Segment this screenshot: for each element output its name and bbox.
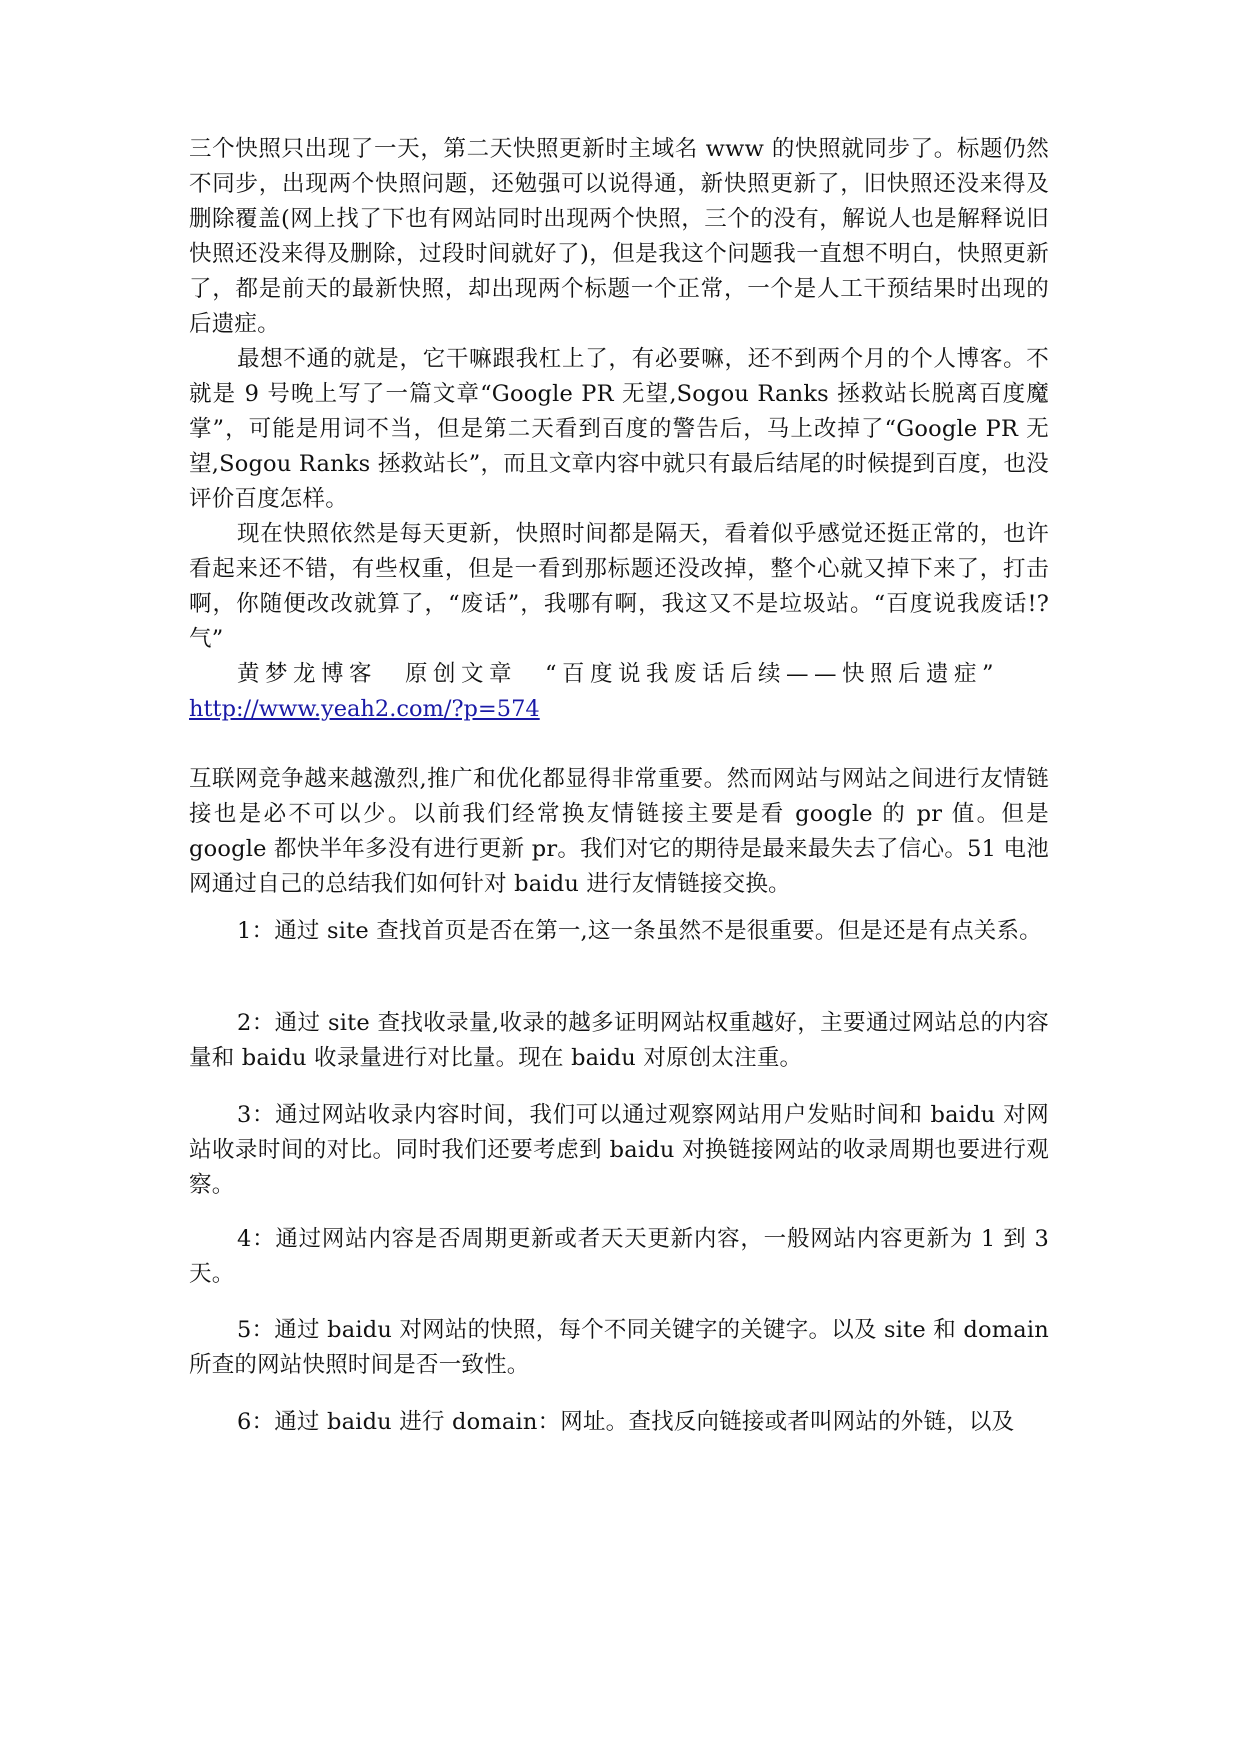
article-byline: 黄梦龙博客 原创文章 “百度说我废话后续——快照后遗症” <box>237 661 1000 687</box>
list-item-5-block <box>189 1313 1049 1383</box>
list-item: 1：通过 site 查找首页是否在第一,这一条虽然不是很重要。但是还是有点关系。 <box>237 918 1042 944</box>
article-1-paragraph-1: 三个快照只出现了一天，第二天快照更新时主域名 www 的快照就同步了。标题仍然不同步，出现两个快照问题，还勉强可以说得通，新快照更新了，旧快照还没来得及删除覆盖(网上找了下也有网站同时出现两个快照，三个的没有，解说人也是解释说旧快照还没来得及删除，过段时间就好了)，但是我这个问题我一直想不明白，快照更新了，都是前天的最新快照，却出现两个标题一个正常，一个是人工干预结果时出现的后遗症。 <box>189 136 1049 337</box>
list-item-3-block <box>189 1098 1049 1203</box>
article-1-block-2 <box>189 342 1049 517</box>
article-link[interactable]: http://www.yeah2.com/?p=574 <box>189 696 540 722</box>
list-item-6-block <box>189 1405 1049 1440</box>
article-2-intro-block <box>189 762 1049 902</box>
list-item-2-block <box>189 1006 1049 1076</box>
article-1-paragraph-3: 现在快照依然是每天更新，快照时间都是隔天，看着似乎感觉还挺正常的，也许看起来还不错，有些权重，但是一看到那标题还没改掉，整个心就又掉下来了，打击啊，你随便改改就算了，“废话”，我哪有啊，我这又不是垃圾站。“百度说我废话!?气” <box>189 521 1049 652</box>
article-1-block-3 <box>189 517 1049 657</box>
list-item: 2：通过 site 查找收录量,收录的越多证明网站权重越好，主要通过网站总的内容量和 baidu 收录量进行对比量。现在 baidu 对原创太注重。 <box>189 1010 1049 1071</box>
list-item: 4：通过网站内容是否周期更新或者天天更新内容，一般网站内容更新为 1 到 3 天。 <box>189 1226 1049 1287</box>
article-1-paragraph-2: 最想不通的就是，它干嘛跟我杠上了，有必要嘛，还不到两个月的个人博客。不就是 9 号晚上写了一篇文章“Google PR 无望,Sogou Ranks 拯救站长脱离百度魔掌”，可能是用词不当，但是第二天看到百度的警告后，马上改掉了“Google PR 无望,Sogou Ranks 拯救站长”，而且文章内容中就只有最后结尾的时候提到百度，也没评价百度怎样。 <box>189 346 1049 512</box>
list-item: 6：通过 baidu 进行 domain：网址。查找反向链接或者叫网站的外链，以及 <box>237 1409 1015 1435</box>
list-item-4-block <box>189 1222 1049 1292</box>
list-item: 3：通过网站收录内容时间，我们可以通过观察网站用户发贴时间和 baidu 对网站收录时间的对比。同时我们还要考虑到 baidu 对换链接网站的收录周期也要进行观察。 <box>189 1102 1049 1198</box>
article-1-attribution <box>189 657 1049 727</box>
list-item: 5：通过 baidu 对网站的快照，每个不同关键字的关键字。以及 site 和 domain 所查的网站快照时间是否一致性。 <box>189 1317 1049 1378</box>
article-1 <box>189 132 1049 342</box>
article-2-intro: 互联网竞争越来越激烈,推广和优化都显得非常重要。然而网站与网站之间进行友情链接也是必不可以少。以前我们经常换友情链接主要是看 google 的 pr 值。但是 google 都快半年多没有进行更新 pr。我们对它的期待是最来最失去了信心。51 电池网通过自己的总结我们如何针对 baidu 进行友情链接交换。 <box>189 766 1049 897</box>
list-item-1-block <box>189 914 1049 949</box>
